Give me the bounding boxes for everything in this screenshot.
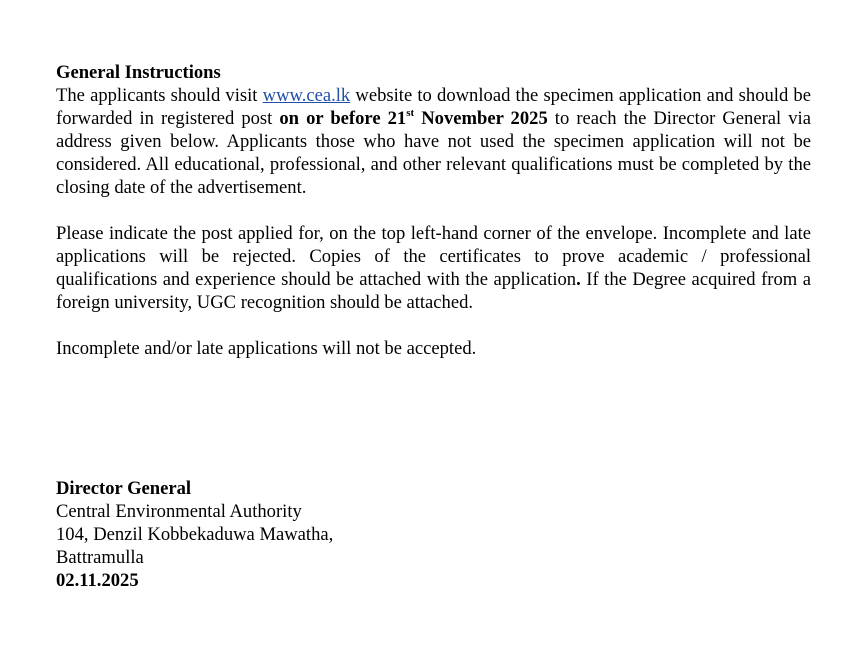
paragraph-application-instructions — [56, 84, 811, 199]
paragraph-rejection-notice: Incomplete and/or late applications will not be accepted. — [56, 338, 477, 359]
cea-website-link[interactable]: www.cea.lk — [262, 85, 351, 106]
para2-text-2: If the Degree acquired from a foreign university, UGC recognition should be attached. — [56, 269, 811, 313]
signature-organization: Central Environmental Authority — [56, 501, 302, 522]
paragraph-envelope-instructions — [56, 222, 811, 314]
para2-bold-period: . — [576, 269, 581, 290]
signature-address-line-2: Battramulla — [56, 547, 144, 568]
instructions-section — [56, 61, 811, 360]
deadline-ordinal-suffix: st — [406, 106, 415, 119]
para1-text-2: website to download the specimen application and should be forwarded in registered post — [56, 85, 811, 129]
signature-address-line-1: 104, Denzil Kobbekaduwa Mawatha, — [56, 524, 334, 545]
deadline-text-1: on or before 21 — [279, 108, 407, 129]
signature-date: 02.11.2025 — [56, 570, 139, 591]
para2-text-1: Please indicate the post applied for, on the top left-hand corner of the envelope. Incomplete and late applications will be rejected. Copies of the certificates to prove academic / professional qualifications and experience should be attached with the application — [56, 223, 811, 290]
signature-block — [56, 477, 333, 592]
para1-text-1: The applicants should visit — [56, 85, 263, 106]
signature-title: Director General — [56, 478, 192, 499]
para1-text-3: to reach the Director General via address given below. Applicants those who have not used the specimen application will not be considered. All educational, professional, and other relevant qualifications must be completed by the closing date of the advertisement. — [56, 108, 811, 198]
section-heading: General Instructions — [56, 62, 221, 83]
deadline-text-2: November 2025 — [414, 108, 548, 129]
